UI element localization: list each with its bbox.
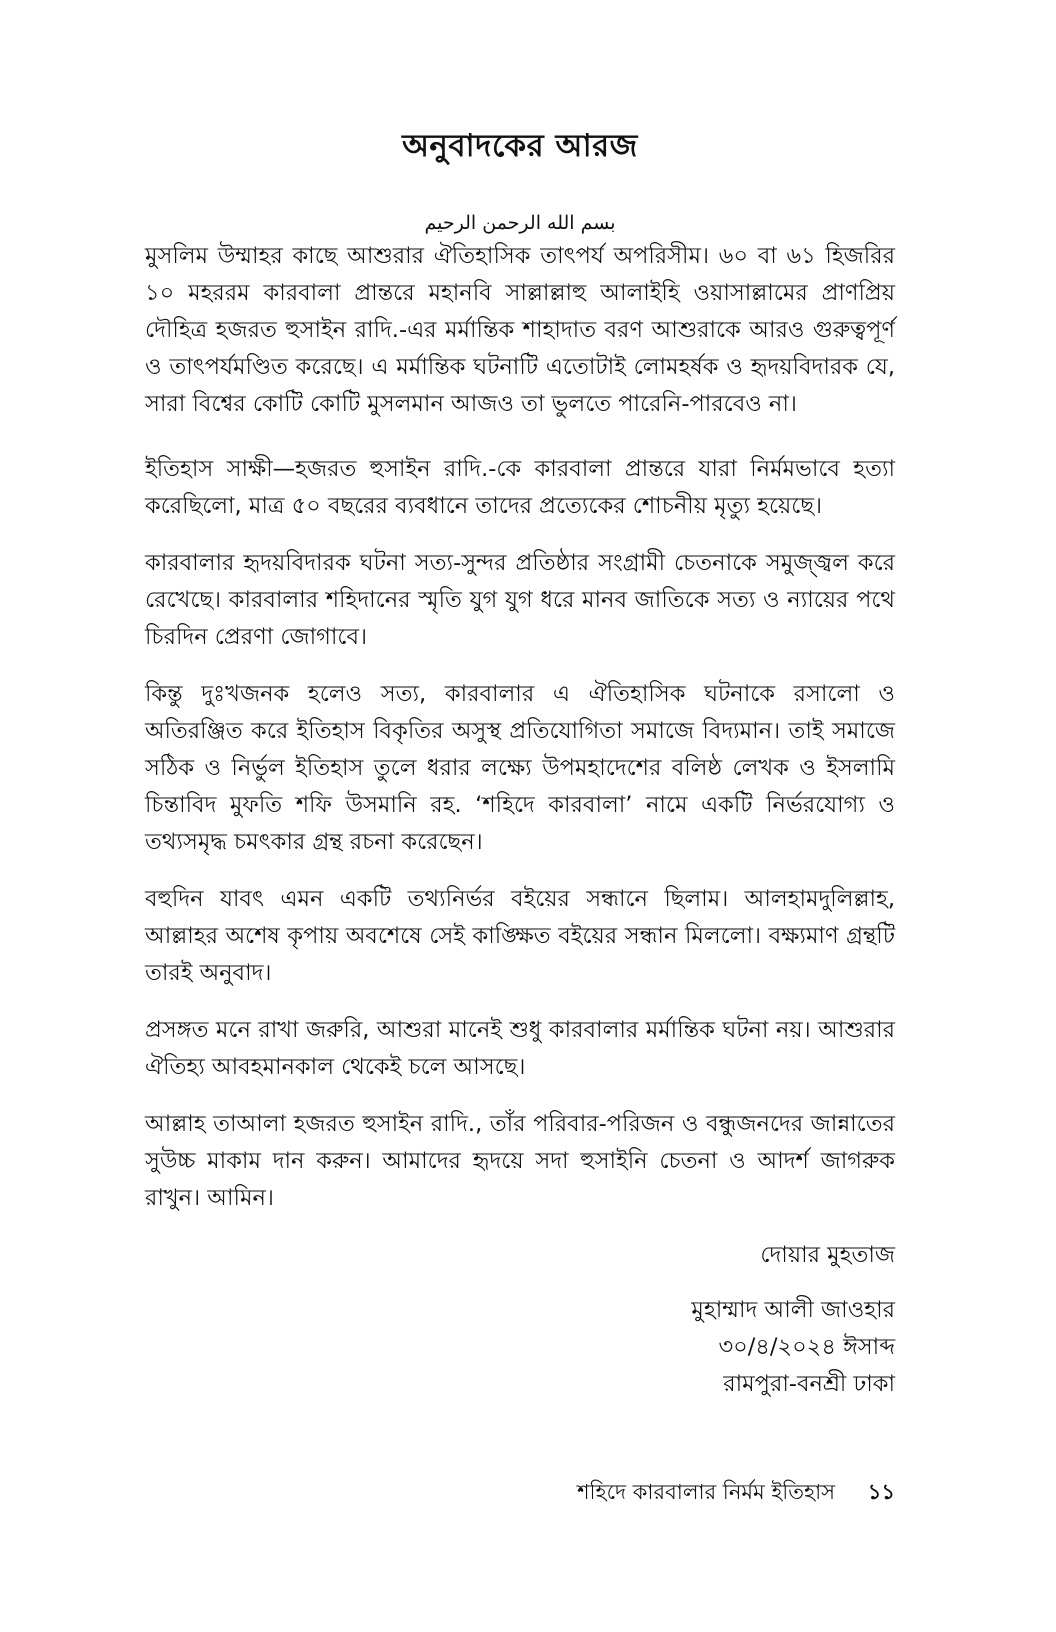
paragraph-5: বহুদিন যাবৎ এমন একটি তথ্যনির্ভর বইয়ের সন্ধানে ছিলাম। আলহামদুলিল্লাহ, আল্লাহর অশেষ কৃপায় অবশেষে সেই কাঙ্ক্ষিত বইয়ের সন্ধান মিললো। বক্ষ্যমাণ গ্রন্থটি তারই অনুবাদ।	[145, 886, 895, 986]
bismillah-line: بسم الله الرحمن الرحيم	[424, 212, 616, 234]
signature-date: ৩০/৪/২০২৪ ঈসাব্দ	[718, 1334, 895, 1360]
signature-dua: দোয়ার মুহতাজ	[760, 1242, 895, 1268]
signature-name: মুহাম্মাদ আলী জাওহার	[691, 1297, 895, 1323]
page-title: অনুবাদকের আরজ	[402, 128, 638, 164]
paragraph-2: ইতিহাস সাক্ষী—হজরত হুসাইন রাদি.-কে কারবালা প্রান্তরে যারা নির্মমভাবে হত্যা করেছিলো, মাত্র ৫০ বছরের ব্যবধানে তাদের প্রত্যেকের শোচনীয় মৃত্যু হয়েছে।	[145, 456, 895, 519]
paragraph-6: প্রসঙ্গত মনে রাখা জরুরি, আশুরা মানেই শুধু কারবালার মর্মান্তিক ঘটনা নয়। আশুরার ঐতিহ্য আবহমানকাল থেকেই চলে আসছে।	[145, 1017, 895, 1080]
page-number: ১১	[867, 1480, 895, 1504]
paragraph-7: আল্লাহ তাআলা হজরত হুসাইন রাদি., তাঁর পরিবার-পরিজন ও বন্ধুজনদের জান্নাতের সুউচ্চ মাকাম দান করুন। আমাদের হৃদয়ে সদা হুসাইনি চেতনা ও আদর্শ জাগরুক রাখুন। আমিন।	[145, 1111, 895, 1211]
paragraph-3: কারবালার হৃদয়বিদারক ঘটনা সত্য-সুন্দর প্রতিষ্ঠার সংগ্রামী চেতনাকে সমুজ্জ্বল করে রেখেছে। কারবালার শহিদানের স্মৃতি যুগ যুগ ধরে মানব জাতিকে সত্য ও ন্যায়ের পথে চিরদিন প্রেরণা জোগাবে।	[145, 550, 895, 650]
paragraph-4: কিন্তু দুঃখজনক হলেও সত্য, কারবালার এ ঐতিহাসিক ঘটনাকে রসালো ও অতিরঞ্জিত করে ইতিহাস বিকৃতির অসুস্থ প্রতিযোগিতা সমাজে বিদ্যমান। তাই সমাজে সঠিক ও নির্ভুল ইতিহাস তুলে ধরার লক্ষ্যে উপমহাদেশের বলিষ্ঠ লেখক ও ইসলামি চিন্তাবিদ মুফতি শফি উসমানি রহ. ‘শহিদে কারবালা’ নামে একটি নির্ভরযোগ্য ও তথ্যসমৃদ্ধ চমৎকার গ্রন্থ রচনা করেছেন।	[145, 681, 895, 855]
document-page	[145, 110, 895, 1403]
paragraph-1: মুসলিম উম্মাহর কাছে আশুরার ঐতিহাসিক তাৎপর্য অপরিসীম। ৬০ বা ৬১ হিজরির ১০ মহররম কারবালা প্রান্তরে মহানবি সাল্লাল্লাহু আলাইহি ওয়াসাল্লামের প্রাণপ্রিয় দৌহিত্র হজরত হুসাইন রাদি.-এর মর্মান্তিক শাহাদাত বরণ আশুরাকে আরও গুরুত্বপূর্ণ ও তাৎপর্যমণ্ডিত করেছে। এ মর্মান্তিক ঘটনাটি এতোটাই লোমহর্ষক ও হৃদয়বিদারক যে, সারা বিশ্বের কোটি কোটি মুসলমান আজও তা ভুলতে পারেনি-পারবেও না।	[145, 243, 895, 417]
footer-book-title: শহিদে কারবালার নির্মম ইতিহাস	[577, 1480, 836, 1504]
page-footer	[145, 1476, 895, 1511]
signature-block	[145, 1237, 895, 1403]
signature-place: রামপুরা-বনশ্রী ঢাকা	[723, 1371, 895, 1397]
